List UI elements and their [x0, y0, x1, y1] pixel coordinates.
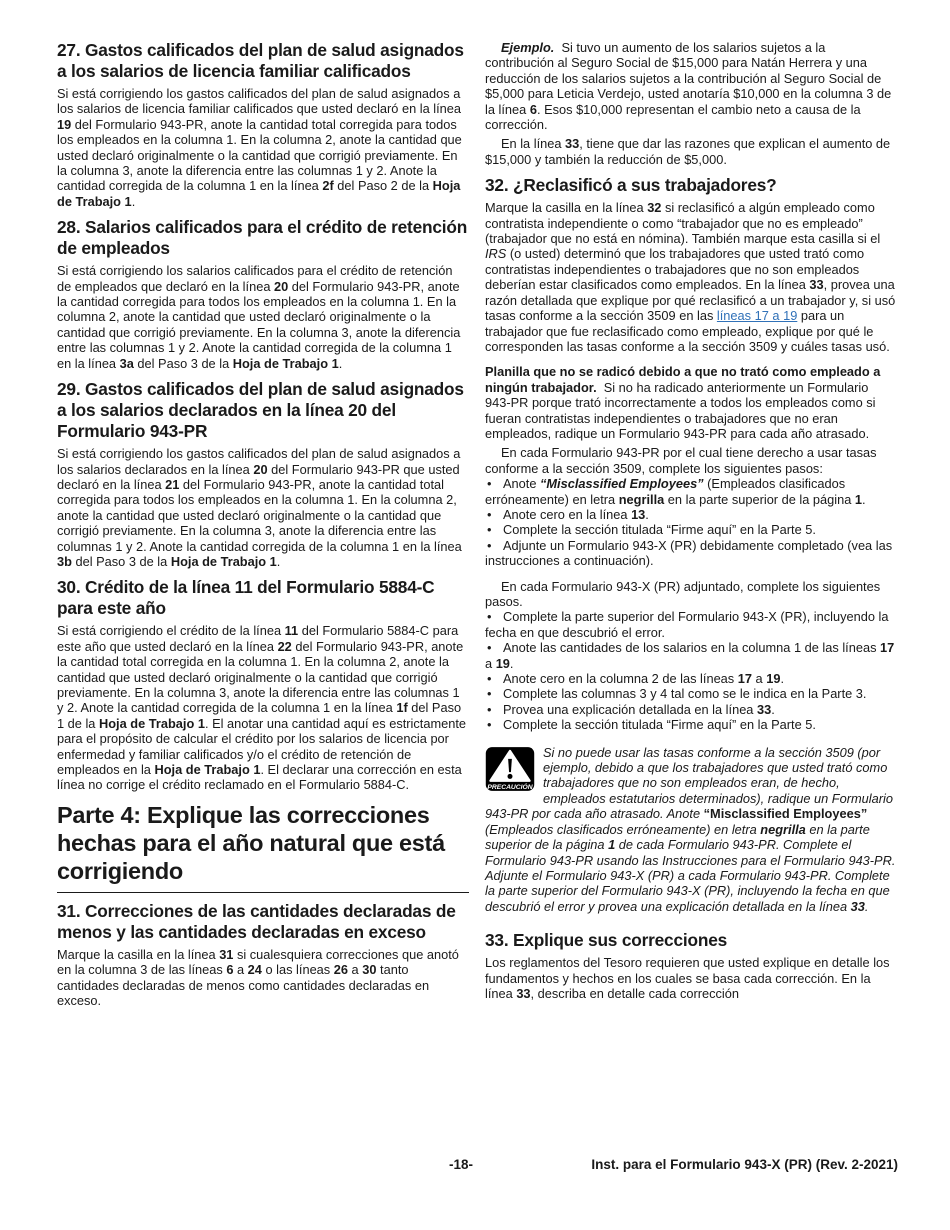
- link-lineas-17-a-19[interactable]: líneas 17 a 19: [716, 308, 798, 324]
- column-left: [57, 40, 469, 1012]
- bullet-icon: •: [487, 671, 492, 687]
- heading-parte-4: Parte 4: Explique las correcciones hechas para el año natural que está corrigiendo: [57, 801, 469, 893]
- bullet-anote-cero-linea-13: [485, 507, 897, 522]
- para-30: Si está corrigiendo el crédito de la línea 11 del Formulario 5884-C para este año que usted declaró en la línea 22 del Formulario 943-PR, anote la cantidad total corregida en la columna 1. En la columna 2, anote la cantidad que usted declaró originalmente o la cantidad que corrigió previamente. En la columna 3, anote la diferencia entre las columnas 1 y 2. Anote la cantidad corregida de la columna 1 en la línea 1f del Paso 1 de la Hoja de Trabajo 1. El anotar una cantidad aquí es estrictamente para el propósito de calcular el crédito por los salarios de licencia por enfermedad y familiar calificados y/o el crédito de retención de empleados en la Hoja de Trabajo 1. El declarar una corrección en esta línea no corrige el crédito reclamado en el Formulario 5884-C.: [57, 623, 467, 793]
- caution-icon: [485, 746, 535, 792]
- content-columns: [57, 40, 898, 1012]
- heading-33: 33. Explique sus correcciones: [485, 930, 728, 951]
- bullet-icon: •: [487, 686, 492, 702]
- para-planilla-no-radicada: Planilla que no se radicó debido a que no trató como empleado a ningún trabajador. Si no ha radicado anteriormente un Formulario 943-PR porque trató incorrectamente a todos los empleados como si fueran contratistas independientes o trabajadores que no eran empleados, radique un Formulario 943-PR para cada año atrasado.: [485, 364, 881, 441]
- bullet-text: Complete la sección titulada “Firme aquí” en la Parte 5.: [503, 717, 816, 733]
- bullet-provea-explicacion: [485, 702, 897, 717]
- bullet-complete-parte-superior: [485, 609, 897, 640]
- heading-30: 30. Crédito de la línea 11 del Formulario 5884-C para este año: [57, 577, 435, 619]
- para-27: Si está corrigiendo los gastos calificados del plan de salud asignados a los salarios de licencia familiar calificados que usted declaró en la línea 19 del Formulario 943-PR, anote la cantidad total corregida para todos los empleados en la columna 1. En la columna 2, anote la cantidad que usted declaró originalmente o la cantidad que corrigió previamente. En la columna 3, anote la diferencia entre las columnas 1 y 2. Anote la cantidad corregida de la columna 1 en la línea 2f del Paso 2 de la Hoja de Trabajo 1.: [57, 86, 462, 209]
- para-29: Si está corrigiendo los gastos calificados del plan de salud asignados a los salarios declarados en la línea 20 del Formulario 943-PR que usted declaró en la línea 21 del Formulario 943-PR, anote la cantidad total corregida para todos los empleados en la columna 1. En la columna 2, anote la cantidad que usted declaró originalmente o la cantidad que corrigió previamente. En la columna 3, anote la diferencia entre las columnas 1 y 2. Anote la cantidad corregida de la columna 1 en la línea 3b del Paso 3 de la Hoja de Trabajo 1.: [57, 446, 462, 569]
- heading-28: 28. Salarios calificados para el crédito de retención de empleados: [57, 217, 468, 259]
- bullet-icon: •: [487, 506, 492, 522]
- para-en-cada-943x: En cada Formulario 943-X (PR) adjuntado, complete los siguientes pasos.: [485, 578, 881, 609]
- heading-27: 27. Gastos calificados del plan de salud asignados a los salarios de licencia familiar calificados: [57, 40, 464, 81]
- caution-label: PRECAUCIÓN: [487, 783, 534, 791]
- bullet-text: Adjunte un Formulario 943-X (PR) debidamente completado (vea las instrucciones a continuación).: [485, 537, 893, 569]
- caution-box: [485, 745, 897, 914]
- bullet-text: Anote las cantidades de los salarios en la columna 1 de las líneas 17 a 19.: [485, 640, 895, 671]
- column-right: [485, 40, 897, 1012]
- para-33: Los reglamentos del Tesoro requieren que usted explique en detalle los fundamentos y hechos en los cuales se basa cada corrección. En la línea 33, describa en detalle cada corrección: [485, 955, 890, 1001]
- para-ejemplo: Ejemplo. Si tuvo un aumento de los salarios sujetos a la contribución al Seguro Social de $15,000 para Natán Herrera y una reducción de los salarios sujetos a la contribución al Seguro Social de $5,000 para Leticia Verdejo, usted anotaría $10,000 en la columna 3 de la línea 6. Esos $10,000 representan el cambio neto a causa de la corrección.: [485, 40, 892, 133]
- bullet-anote-cantidades-col1: [485, 640, 897, 671]
- page-number: -18-: [449, 1157, 474, 1172]
- bullet-text: Complete la sección titulada “Firme aquí” en la Parte 5.: [503, 522, 816, 538]
- para-en-cada-943pr: En cada Formulario 943-PR por el cual tiene derecho a usar tasas conforme a la sección 3509, complete los siguientes pasos:: [485, 445, 877, 476]
- bullet-text: Complete las columnas 3 y 4 tal como se le indica en la Parte 3.: [503, 686, 867, 702]
- heading-32: 32. ¿Reclasificó a sus trabajadores?: [485, 175, 777, 196]
- bullet-icon: •: [487, 717, 492, 733]
- bullet-icon: •: [487, 522, 492, 538]
- bullet-text: Complete la parte superior del Formulario 943-X (PR), incluyendo la fecha en que descubrió el error.: [485, 609, 889, 640]
- bullet-anote-cero-col2: [485, 671, 897, 686]
- page-footer: [57, 1157, 898, 1175]
- bullet-adjunte-943x: [485, 538, 897, 569]
- bullet-icon: •: [487, 476, 492, 492]
- heading-31: 31. Correcciones de las cantidades declaradas de menos y las cantidades declaradas en exceso: [57, 900, 456, 942]
- bullet-anote-misclassified: [485, 476, 897, 507]
- bullet-icon: •: [487, 537, 492, 553]
- para-28: Si está corrigiendo los salarios calificados para el crédito de retención de empleados que declaró en la línea 20 del Formulario 943-PR, anote la cantidad corregida para todos los empleados en la columna 1. En la columna 2, anote la cantidad que usted declaró originalmente o la cantidad que corrigió previamente. En la columna 3, anote la diferencia entre las columnas 1 y 2. Anote la cantidad corregida de la columna 1 en la línea 3a del Paso 3 de la Hoja de Trabajo 1.: [57, 263, 461, 371]
- para-32: Marque la casilla en la línea 32 si reclasificó a algún empleado como contratista independiente o como “trabajador que no es empleado” (trabajador que no está en nómina). También marque esta casilla si el IRS (o usted) determinó que los trabajadores que usted trató como contratistas independientes o trabajadores que no son empleados deberían estar clasificados como empleados. En la línea 33, provea una razón detallada que explique por qué reclasificó a un trabajador y, si usó tasas conforme a la sección 3509 en las líneas 17 a 19 para un trabajador que fue reclasificado como empleado, explique por qué le corresponden las tasas conforme a la sección 3509 y cuáles tasas usó.: [485, 200, 896, 354]
- bullet-firme-aqui-parte-5: [485, 522, 897, 537]
- para-31: Marque la casilla en la línea 31 si cualesquiera correcciones que anotó en la columna 3 de las líneas 6 a 24 o las líneas 26 a 30 tanto cantidades declaradas de menos como cantidades declaradas en exceso.: [57, 946, 459, 1009]
- bullet-text: Anote “Misclassified Employees” (Empleados clasificados erróneamente) en letra negrilla en la parte superior de la página 1.: [485, 476, 866, 507]
- bullet-icon: •: [487, 640, 492, 656]
- bullet-icon: •: [487, 609, 492, 625]
- bullet-text: Provea una explicación detallada en la línea 33.: [503, 701, 775, 717]
- para-linea-33-razones: En la línea 33, tiene que dar las razones que explican el aumento de $15,000 y también la reducción de $5,000.: [485, 136, 891, 167]
- footer-doc-title: Inst. para el Formulario 943-X (PR) (Rev. 2-2021): [591, 1157, 898, 1172]
- bullet-icon: •: [487, 701, 492, 717]
- bullet-firme-aqui-parte-5-b: [485, 717, 897, 732]
- bullet-text: Anote cero en la línea 13.: [503, 506, 649, 522]
- bullet-text: Anote cero en la columna 2 de las líneas 17 a 19.: [503, 671, 785, 687]
- heading-29: 29. Gastos calificados del plan de salud asignados a los salarios declarados en la línea 20 del Formulario 943-PR: [57, 379, 464, 442]
- bullet-complete-columnas-3-4: [485, 686, 897, 701]
- caution-text: Si no puede usar las tasas conforme a la sección 3509 (por ejemplo, debido a que los trabajadores que usted trató como trabajadores que no son empleados eran, de hecho, empleados estatutarios determinados), radique un Formulario 943-PR por cada año atrasado. Anote “Misclassified Employees” (Empleados clasificados erróneamente) en letra negrilla en la parte superior de la página 1 de cada Formulario 943-PR. Complete el Formulario 943-PR usando las Instrucciones para el Formulario 943-PR. Adjunte el Formulario 943-X (PR) a cada Formulario 943-PR. Complete la parte superior del Formulario 943-X (PR), incluyendo la fecha en que descubrió el error y provea una explicación detallada en la línea 33.: [485, 744, 896, 914]
